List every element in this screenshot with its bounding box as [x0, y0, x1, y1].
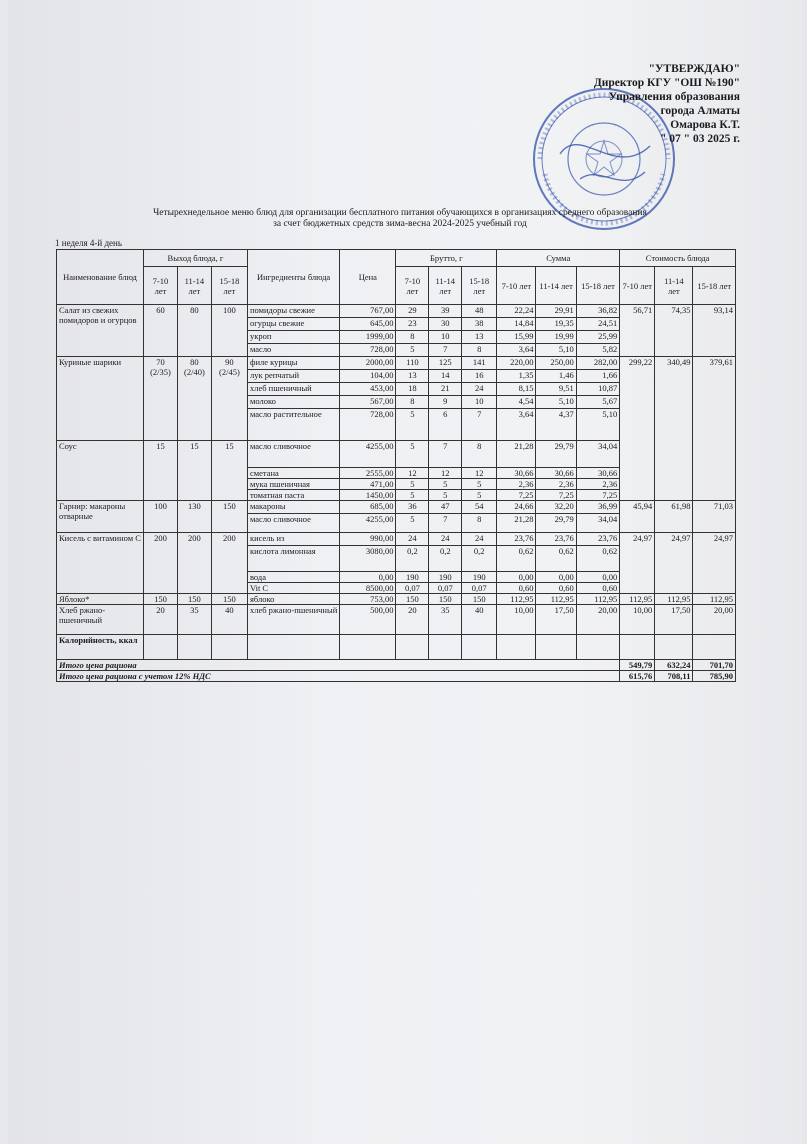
ingredient-sum: 4,37 [536, 409, 576, 441]
gross-weight: 21 [429, 383, 462, 396]
dish-cost: 17,50 [655, 605, 693, 635]
gross-weight: 13 [396, 370, 429, 383]
approval-dept: Управления образования [608, 91, 740, 103]
ingredient-sum: 2,36 [576, 479, 620, 490]
ingredient-sum: 10,87 [576, 383, 620, 396]
ingredient-price: 4255,00 [340, 441, 396, 468]
approval-date: " 07 " 03 2025 г. [660, 133, 740, 145]
dish-output: 70 (2/35) [143, 357, 177, 441]
dish-output: 130 [177, 501, 211, 533]
header-gross: Брутто, г [396, 250, 497, 267]
ingredient-sum: 3,64 [497, 409, 536, 441]
dish-output: 150 [143, 594, 177, 605]
header-age: 15-18 лет [693, 267, 736, 305]
ingredient-price: 728,00 [340, 344, 396, 357]
gross-weight: 150 [462, 594, 497, 605]
ingredient-sum: 4,54 [497, 396, 536, 409]
ingredient-sum: 19,99 [536, 331, 576, 344]
dish-output: 80 (2/40) [177, 357, 211, 441]
ingredient-sum: 7,25 [536, 490, 576, 501]
week-day-label: 1 неделя 4-й день [55, 238, 122, 248]
ingredient-price: 3080,00 [340, 546, 396, 572]
gross-weight: 36 [396, 501, 429, 514]
ingredient-name: масло растительное [247, 409, 339, 441]
dish-name: Хлеб ржано-пшеничный [57, 605, 144, 635]
ingredient-price: 753,00 [340, 594, 396, 605]
ingredient-sum: 0,00 [576, 572, 620, 583]
header-sum: Сумма [497, 250, 620, 267]
ingredient-sum: 0,00 [536, 572, 576, 583]
gross-weight: 190 [462, 572, 497, 583]
gross-weight: 38 [462, 318, 497, 331]
gross-weight: 8 [396, 331, 429, 344]
gross-weight: 39 [429, 305, 462, 318]
ingredient-sum: 0,00 [497, 572, 536, 583]
gross-weight: 54 [462, 501, 497, 514]
ingredient-name: масло сливочное [247, 441, 339, 468]
ingredient-row [57, 533, 736, 546]
gross-weight: 5 [429, 490, 462, 501]
ingredient-row [57, 605, 736, 635]
ingredient-name: яблоко [247, 594, 339, 605]
dish-cost: 71,03 [693, 501, 736, 533]
gross-weight: 13 [462, 331, 497, 344]
ingredient-sum: 20,00 [576, 605, 620, 635]
ingredient-sum: 36,82 [576, 305, 620, 318]
gross-weight: 7 [429, 441, 462, 468]
ingredient-price: 645,00 [340, 318, 396, 331]
ingredient-sum: 5,10 [576, 409, 620, 441]
approval-title: "УТВЕРЖДАЮ" [648, 63, 740, 75]
ingredient-price: 767,00 [340, 305, 396, 318]
ingredient-name: томатная паста [247, 490, 339, 501]
ingredient-sum: 5,82 [576, 344, 620, 357]
ingredient-price: 2555,00 [340, 468, 396, 479]
gross-weight: 7 [462, 409, 497, 441]
header-age: 11-14 лет [177, 267, 211, 305]
total-vat-label: Итого цена рациона с учетом 12% НДС [57, 671, 620, 682]
ingredient-sum: 5,10 [536, 344, 576, 357]
ingredient-price: 453,00 [340, 383, 396, 396]
gross-weight: 20 [396, 605, 429, 635]
ingredient-sum: 25,99 [576, 331, 620, 344]
dish-cost: 10,00 [620, 605, 655, 635]
ingredient-sum: 2,36 [497, 479, 536, 490]
ingredient-sum: 0,62 [576, 546, 620, 572]
ingredient-sum: 112,95 [576, 594, 620, 605]
ingredient-price: 500,00 [340, 605, 396, 635]
ingredient-sum: 24,66 [497, 501, 536, 514]
dish-cost: 24,97 [620, 533, 655, 594]
ingredient-row [57, 357, 736, 370]
gross-weight: 5 [396, 441, 429, 468]
ingredient-sum: 17,50 [536, 605, 576, 635]
gross-weight: 7 [429, 514, 462, 533]
gross-weight: 5 [396, 479, 429, 490]
ingredient-sum: 1,66 [576, 370, 620, 383]
ingredient-sum: 7,25 [497, 490, 536, 501]
ingredient-price: 1999,00 [340, 331, 396, 344]
gross-weight: 23 [396, 318, 429, 331]
ingredient-sum: 30,66 [576, 468, 620, 479]
total-value: 701,70 [693, 660, 736, 671]
dish-name: Гарнир: макароны отварные [57, 501, 144, 533]
ingredient-sum: 24,51 [576, 318, 620, 331]
dish-output: 20 [143, 605, 177, 635]
ingredient-sum: 30,66 [536, 468, 576, 479]
gross-weight: 110 [396, 357, 429, 370]
gross-weight: 8 [462, 441, 497, 468]
menu-body [57, 305, 736, 635]
dish-name: Кисель с витамином С [57, 533, 144, 594]
gross-weight: 18 [396, 383, 429, 396]
ingredient-sum: 8,15 [497, 383, 536, 396]
dish-output: 150 [177, 594, 211, 605]
total-value: 549,79 [620, 660, 655, 671]
ingredient-sum: 21,28 [497, 441, 536, 468]
ingredient-price: 1450,00 [340, 490, 396, 501]
dish-output: 35 [177, 605, 211, 635]
gross-weight: 14 [429, 370, 462, 383]
header-age: 15-18 лет [211, 267, 247, 305]
gross-weight: 150 [429, 594, 462, 605]
ingredient-sum: 15,99 [497, 331, 536, 344]
ingredient-sum: 23,76 [497, 533, 536, 546]
ingredient-price: 685,00 [340, 501, 396, 514]
gross-weight: 190 [396, 572, 429, 583]
gross-weight: 48 [462, 305, 497, 318]
ingredient-sum: 19,35 [536, 318, 576, 331]
gross-weight: 24 [429, 533, 462, 546]
ingredient-sum: 23,76 [536, 533, 576, 546]
gross-weight: 8 [462, 344, 497, 357]
header-age: 15-18 лет [576, 267, 620, 305]
gross-weight: 12 [429, 468, 462, 479]
header-age: 7-10 лет [497, 267, 536, 305]
ingredient-name: филе курицы [247, 357, 339, 370]
header-age: 7-10 лет [620, 267, 655, 305]
dish-output: 100 [211, 305, 247, 357]
gross-weight: 40 [462, 605, 497, 635]
ingredient-sum: 29,79 [536, 514, 576, 533]
ingredient-sum: 112,95 [536, 594, 576, 605]
ingredient-name: макароны [247, 501, 339, 514]
gross-weight: 8 [396, 396, 429, 409]
dish-output: 150 [211, 594, 247, 605]
dish-output: 100 [143, 501, 177, 533]
header-output: Выход блюда, г [143, 250, 247, 267]
approval-position: Директор КГУ "ОШ №190" [593, 77, 740, 89]
ingredient-name: молоко [247, 396, 339, 409]
ingredient-name: огурцы свежие [247, 318, 339, 331]
ingredient-price: 567,00 [340, 396, 396, 409]
dish-cost: 112,95 [693, 594, 736, 605]
dish-cost: 45,94 [620, 501, 655, 533]
dish-cost: 379,61 [693, 357, 736, 501]
ingredient-price: 2000,00 [340, 357, 396, 370]
ingredient-sum: 0,62 [497, 546, 536, 572]
dish-cost: 299,22 [620, 357, 655, 501]
dish-cost: 61,98 [655, 501, 693, 533]
ingredient-sum: 282,00 [576, 357, 620, 370]
title-line-1: Четырехнедельное меню блюд для организации бесплатного питания обучающихся в организациях среднего образования [153, 208, 647, 218]
approval-name: Омарова К.Т. [670, 119, 740, 131]
gross-weight: 30 [429, 318, 462, 331]
ingredient-sum: 10,00 [497, 605, 536, 635]
ingredient-row [57, 501, 736, 514]
ingredient-price: 990,00 [340, 533, 396, 546]
dish-cost: 340,49 [655, 357, 693, 501]
ingredient-sum: 250,00 [536, 357, 576, 370]
dish-output: 200 [211, 533, 247, 594]
ingredient-sum: 36,99 [576, 501, 620, 514]
total-label: Итого цена рациона [57, 660, 620, 671]
ingredient-sum: 0,60 [576, 583, 620, 594]
header-age: 15-18 лет [462, 267, 497, 305]
ingredient-sum: 5,10 [536, 396, 576, 409]
gross-weight: 6 [429, 409, 462, 441]
gross-weight: 12 [462, 468, 497, 479]
ingredient-price: 8500,00 [340, 583, 396, 594]
gross-weight: 10 [462, 396, 497, 409]
ingredient-name: масло [247, 344, 339, 357]
dish-output: 80 [177, 305, 211, 357]
document-title [100, 208, 700, 230]
ingredient-name: кисель из [247, 533, 339, 546]
gross-weight: 29 [396, 305, 429, 318]
gross-weight: 5 [396, 344, 429, 357]
ingredient-name: Vit C [247, 583, 339, 594]
gross-weight: 9 [429, 396, 462, 409]
dish-name: Куриные шарики [57, 357, 144, 441]
header-age: 7-10 лет [396, 267, 429, 305]
dish-name: Салат из свежих помидоров и огурцов [57, 305, 144, 357]
dish-name: Соус [57, 441, 144, 501]
gross-weight: 0,2 [429, 546, 462, 572]
ingredient-price: 4255,00 [340, 514, 396, 533]
total-vat-value: 708,11 [655, 671, 693, 682]
gross-weight: 5 [462, 490, 497, 501]
dish-cost: 56,71 [620, 305, 655, 357]
dish-output: 40 [211, 605, 247, 635]
ingredient-name: укроп [247, 331, 339, 344]
header-dish: Наименование блюд [57, 250, 144, 305]
ingredient-row [57, 594, 736, 605]
ingredient-sum: 23,76 [576, 533, 620, 546]
dish-output: 60 [143, 305, 177, 357]
ingredient-name: масло сливочное [247, 514, 339, 533]
dish-cost: 24,97 [693, 533, 736, 594]
gross-weight: 141 [462, 357, 497, 370]
header-price: Цена [340, 250, 396, 305]
title-line-2: за счет бюджетных средств зима-весна 2024-2025 учебный год [273, 219, 527, 229]
gross-weight: 150 [396, 594, 429, 605]
gross-weight: 5 [429, 479, 462, 490]
ingredient-price: 471,00 [340, 479, 396, 490]
ingredient-sum: 1,46 [536, 370, 576, 383]
header-age: 11-14 лет [536, 267, 576, 305]
header-ingredients: Ингредиенты блюда [247, 250, 339, 305]
ingredient-price: 728,00 [340, 409, 396, 441]
gross-weight: 24 [396, 533, 429, 546]
gross-weight: 0,07 [462, 583, 497, 594]
gross-weight: 16 [462, 370, 497, 383]
total-vat-value: 785,90 [693, 671, 736, 682]
gross-weight: 10 [429, 331, 462, 344]
header-cost: Стоимость блюда [620, 250, 736, 267]
header-age: 11-14 лет [429, 267, 462, 305]
ingredient-name: лук репчатый [247, 370, 339, 383]
dish-cost: 24,97 [655, 533, 693, 594]
ingredient-name: помидоры свежие [247, 305, 339, 318]
gross-weight: 47 [429, 501, 462, 514]
ingredient-name: сметана [247, 468, 339, 479]
menu-table [56, 249, 736, 682]
dish-output: 15 [177, 441, 211, 501]
gross-weight: 0,2 [396, 546, 429, 572]
ingredient-sum: 14,84 [497, 318, 536, 331]
gross-weight: 190 [429, 572, 462, 583]
gross-weight: 125 [429, 357, 462, 370]
gross-weight: 12 [396, 468, 429, 479]
ingredient-row [57, 305, 736, 318]
ingredient-name: хлеб пшеничный [247, 383, 339, 396]
total-vat-value: 615,76 [620, 671, 655, 682]
ingredient-sum: 2,36 [536, 479, 576, 490]
dish-cost: 112,95 [620, 594, 655, 605]
gross-weight: 5 [396, 514, 429, 533]
dish-cost: 93,14 [693, 305, 736, 357]
dish-cost: 20,00 [693, 605, 736, 635]
gross-weight: 24 [462, 383, 497, 396]
gross-weight: 24 [462, 533, 497, 546]
gross-weight: 35 [429, 605, 462, 635]
dish-output: 200 [143, 533, 177, 594]
ingredient-sum: 7,25 [576, 490, 620, 501]
ingredient-sum: 21,28 [497, 514, 536, 533]
ingredient-price: 0,00 [340, 572, 396, 583]
ingredient-sum: 0,60 [536, 583, 576, 594]
dish-output: 150 [211, 501, 247, 533]
ingredient-sum: 220,00 [497, 357, 536, 370]
ingredient-sum: 1,35 [497, 370, 536, 383]
dish-output: 15 [211, 441, 247, 501]
ingredient-name: хлеб ржано-пшеничный [247, 605, 339, 635]
ingredient-name: вода [247, 572, 339, 583]
dish-cost: 112,95 [655, 594, 693, 605]
gross-weight: 0,07 [429, 583, 462, 594]
ingredient-sum: 32,20 [536, 501, 576, 514]
gross-weight: 8 [462, 514, 497, 533]
approval-city: города Алматы [660, 105, 740, 117]
ingredient-sum: 112,95 [497, 594, 536, 605]
dish-name: Яблоко* [57, 594, 144, 605]
ingredient-sum: 5,67 [576, 396, 620, 409]
dish-cost: 74,35 [655, 305, 693, 357]
ingredient-name: мука пшеничная [247, 479, 339, 490]
ingredient-sum: 3,64 [497, 344, 536, 357]
dish-output: 200 [177, 533, 211, 594]
header-age: 11-14 лет [655, 267, 693, 305]
ingredient-sum: 0,60 [497, 583, 536, 594]
gross-weight: 5 [396, 409, 429, 441]
gross-weight: 5 [396, 490, 429, 501]
gross-weight: 0,07 [396, 583, 429, 594]
approval-block [470, 62, 740, 146]
dish-output: 15 [143, 441, 177, 501]
ingredient-sum: 34,04 [576, 514, 620, 533]
ingredient-name: кислота лимонная [247, 546, 339, 572]
ingredient-sum: 9,51 [536, 383, 576, 396]
calorie-label: Калорийность, ккал [57, 635, 144, 660]
ingredient-sum: 29,91 [536, 305, 576, 318]
header-age: 7-10 лет [143, 267, 177, 305]
ingredient-price: 104,00 [340, 370, 396, 383]
ingredient-sum: 34,04 [576, 441, 620, 468]
total-value: 632,24 [655, 660, 693, 671]
gross-weight: 5 [462, 479, 497, 490]
ingredient-sum: 22,24 [497, 305, 536, 318]
ingredient-sum: 30,66 [497, 468, 536, 479]
ingredient-sum: 0,62 [536, 546, 576, 572]
dish-output: 90 (2/45) [211, 357, 247, 441]
gross-weight: 7 [429, 344, 462, 357]
ingredient-sum: 29,79 [536, 441, 576, 468]
gross-weight: 0,2 [462, 546, 497, 572]
